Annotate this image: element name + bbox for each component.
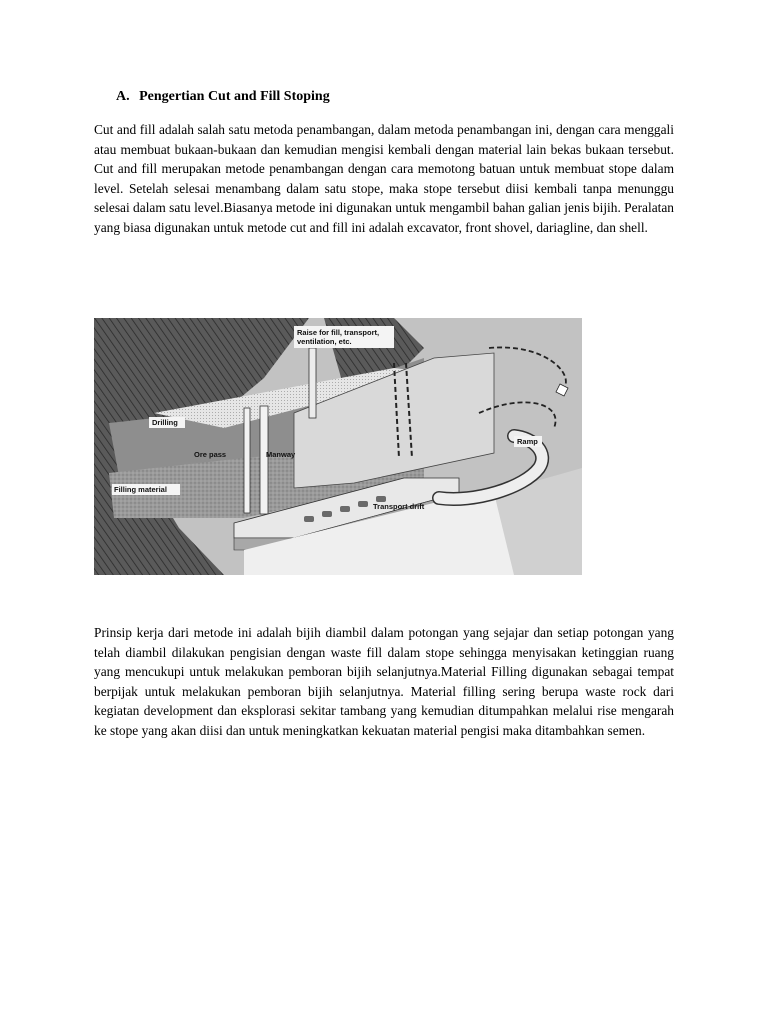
- label-drilling: Drilling: [152, 418, 178, 427]
- paragraph-principle: Prinsip kerja dari metode ini adalah bijih diambil dalam potongan yang sejajar dan setiap potongan yang telah diambil dilakukan pengisian dengan waste fill dalam stope sehingga menyisakan ketinggian ruang yang mencukupi untuk melakukan pemboran bijih selanjutnya.Material Filling digunakan sebagai tempat berpijak untuk melakukan pemboran bijih selanjutnya. Material filling sering berupa waste rock dari kegiatan development dan eksplorasi sekitar tambang yang kemudian ditumpahkan melalui rise mengarah ke stope yang akan diisi dan untuk meningkatkan kekuatan material pengisi maka ditambahkan semen.: [94, 625, 674, 738]
- paragraph-intro: Cut and fill adalah salah satu metoda penambangan, dalam metoda penambangan ini, dengan cara menggali atau membuat bukaan-bukaan dan kemudian mengisi kembali dengan material lain bekas bukaan tersebut. Cut and fill merupakan metode penambangan dengan cara memotong batuan untuk membuat stope dalam level. Setelah selesai menambang dalam satu stope, maka stope tersebut diisi kembali tanpa menunggu selesai dalam satu level.Biasanya metode ini digunakan untuk mengambil bahan galian jenis bijih. Peralatan yang biasa digunakan untuk metode cut and fill ini adalah excavator, front shovel, dariagline, dan shell.: [94, 122, 674, 235]
- label-ramp: Ramp: [517, 437, 538, 446]
- label-filling-material: Filling material: [114, 485, 167, 494]
- diagram-svg: [94, 318, 582, 575]
- label-transport-drift: Transport drift: [373, 502, 425, 511]
- section-heading: [116, 87, 330, 107]
- section-marker: A.: [116, 89, 130, 104]
- manway-shaft: [260, 406, 268, 514]
- raise-shaft: [309, 348, 316, 418]
- cut-and-fill-diagram: [94, 318, 582, 575]
- label-manway: Manway: [266, 450, 296, 459]
- section-title: Pengertian Cut and Fill Stoping: [139, 89, 330, 104]
- label-ore-pass: Ore pass: [194, 450, 227, 459]
- label-raise-line2: ventilation, etc.: [297, 337, 352, 346]
- label-raise-line1: Raise for fill, transport,: [297, 328, 380, 337]
- ore-pass-shaft: [244, 408, 250, 513]
